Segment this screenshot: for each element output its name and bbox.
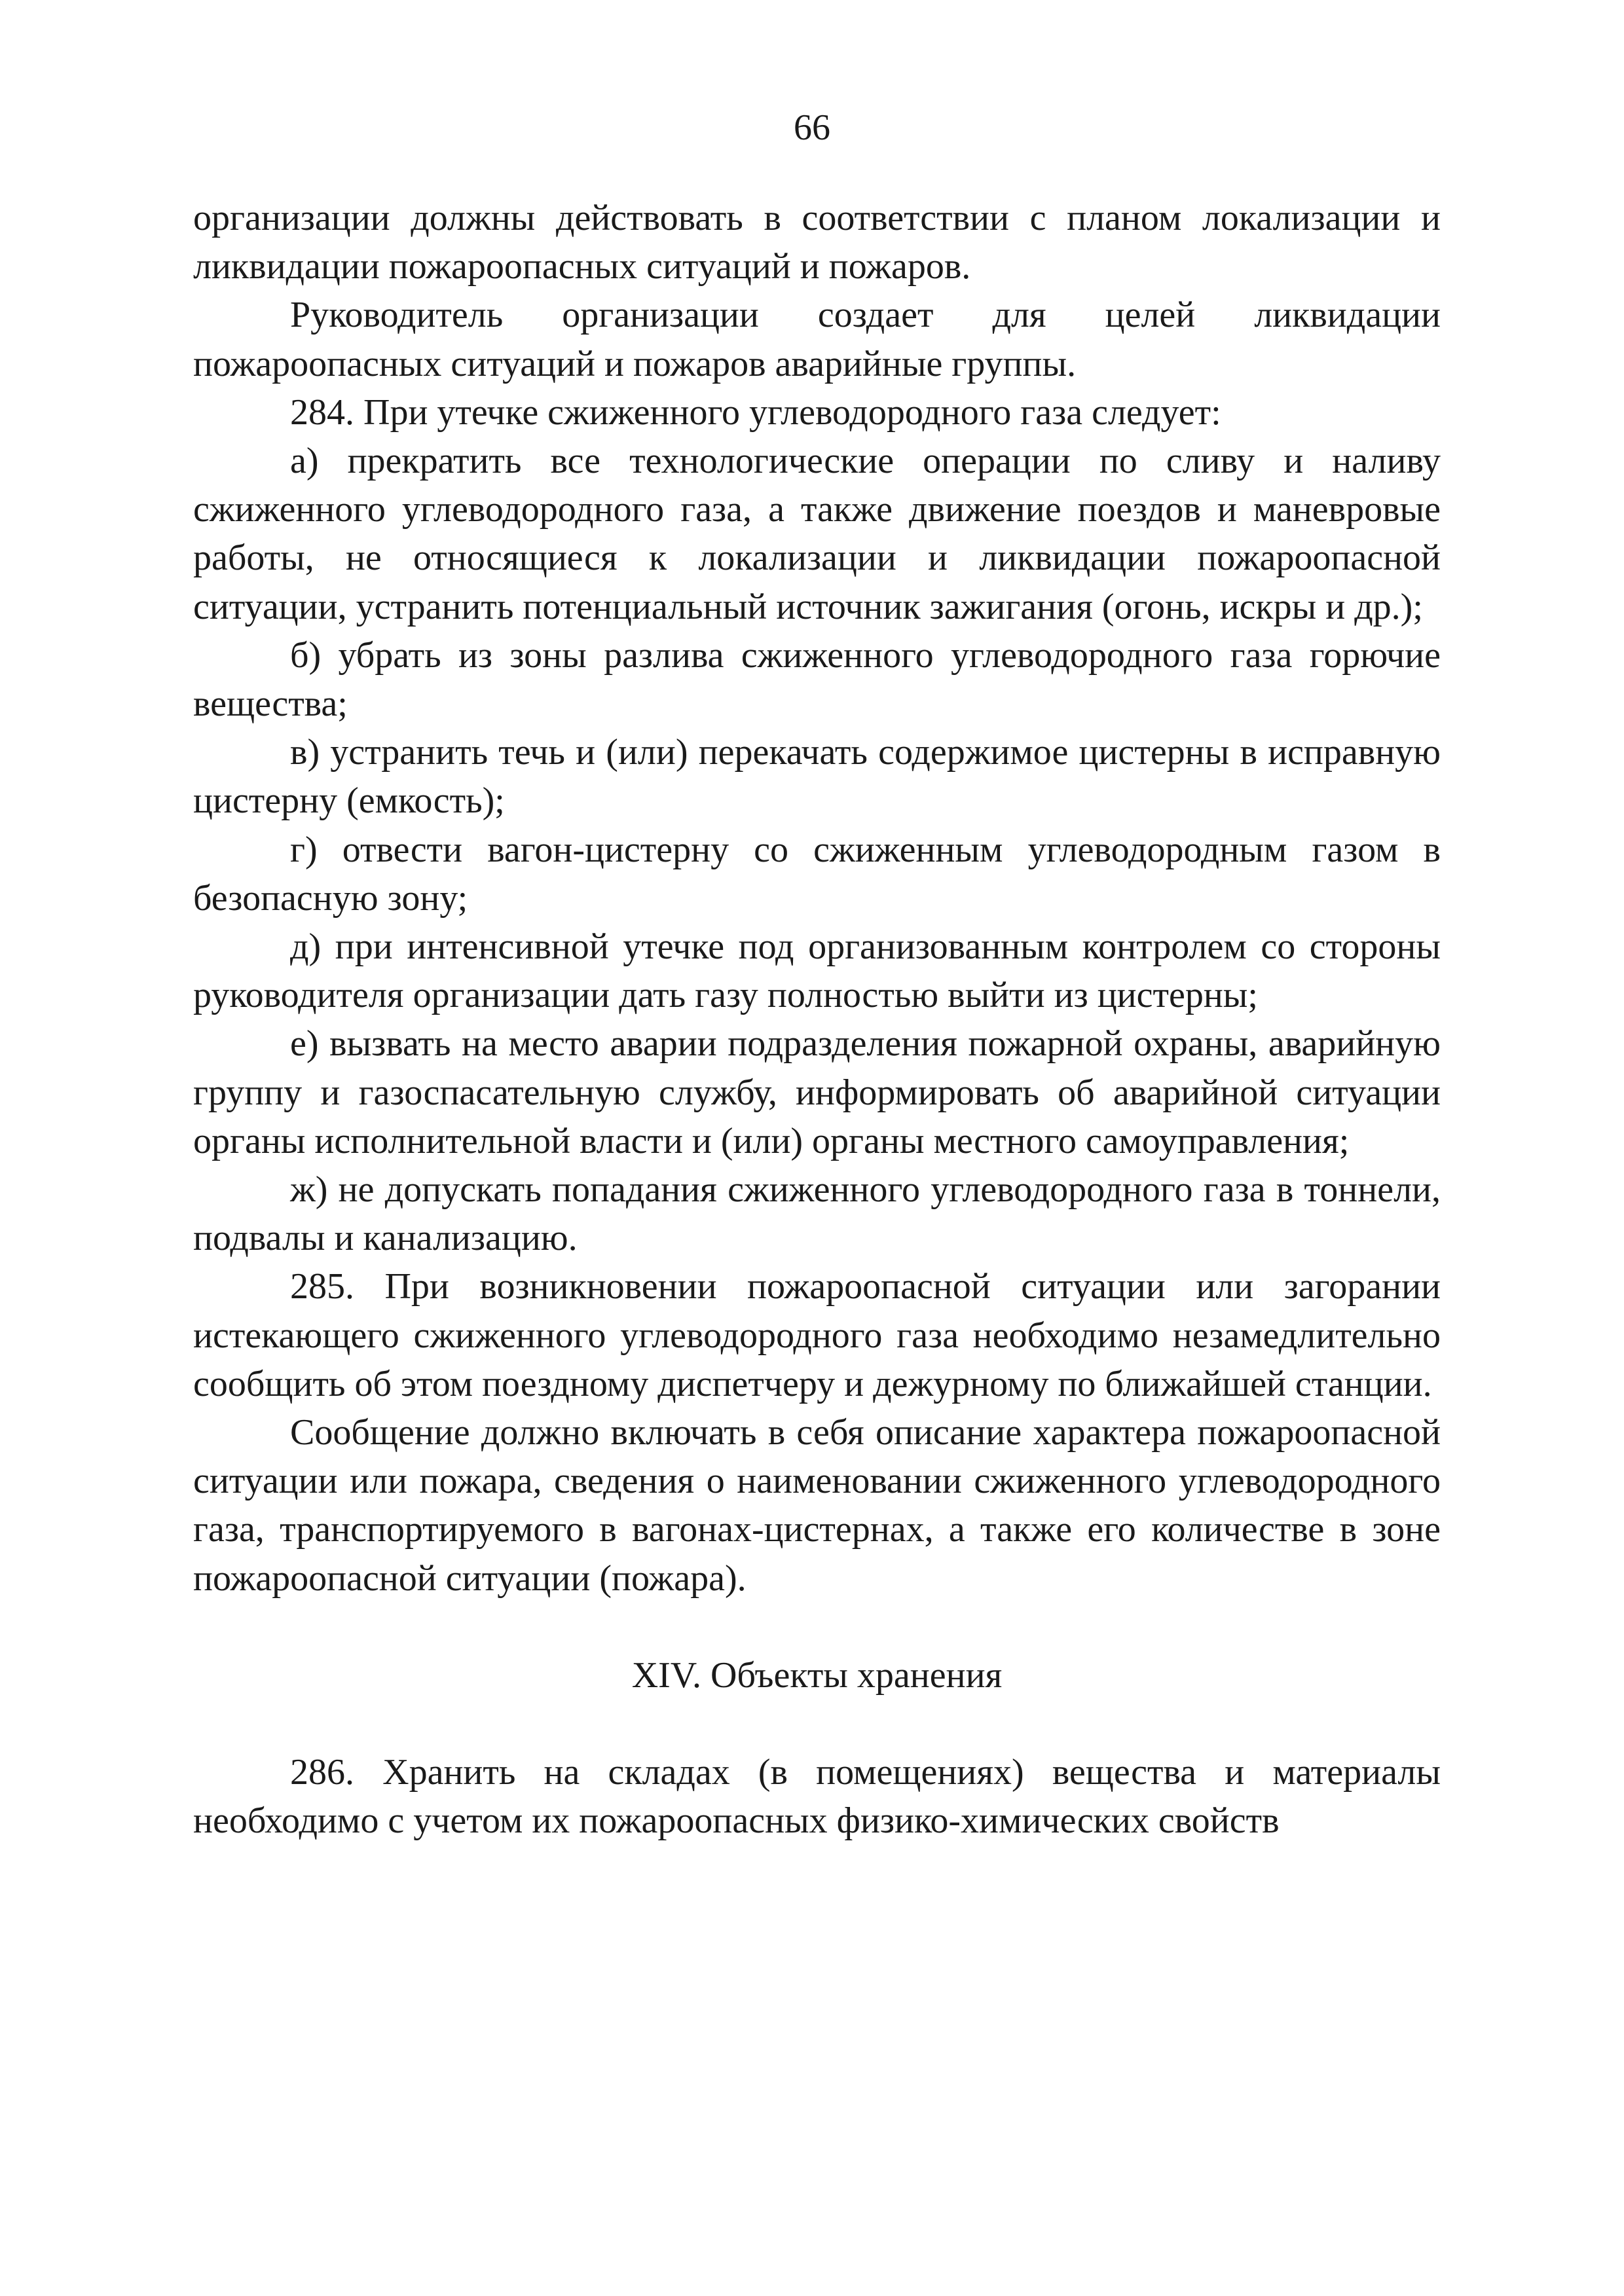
subclause-v: в) устранить течь и (или) перекачать содержимое цистерны в исправную цистерну (емкость); [193,732,1441,822]
subclause-b: б) убрать из зоны разлива сжиженного углеводородного газа горючие вещества; [193,634,1441,725]
clause-284: 284. При утечке сжиженного углеводородного газа следует: [290,392,1221,433]
clause-286: 286. Хранить на складах (в помещениях) вещества и материалы необходимо с учетом их пожароопасных физико-химических свойств [193,1752,1441,1842]
paragraph: Руководитель организации создает для целей ликвидации пожароопасных ситуаций и пожаров аварийные группы. [193,295,1441,384]
clause-285: 285. При возникновении пожароопасной ситуации или загорании истекающего сжиженного углеводородного газа необходимо незамедлительно сообщить об этом поездному диспетчеру и дежурному по ближайшей станции. [193,1266,1441,1404]
subclause-d: д) при интенсивной утечке под организованным контролем со стороны руководителя организации дать газу полностью выйти из цистерны; [193,926,1441,1016]
page-number: 66 [794,107,830,148]
subclause-zh: ж) не допускать попадания сжиженного углеводородного газа в тоннели, подвалы и канализацию. [193,1169,1441,1259]
section-heading: XIV. Объекты хранения [631,1654,1003,1696]
document-body [193,194,1441,1846]
subclause-e: е) вызвать на место аварии подразделения пожарной охраны, аварийную группу и газоспасательную службу, информировать об аварийной ситуации органы исполнительной власти и (или) органы местного самоуправления; [193,1023,1441,1161]
subclause-g: г) отвести вагон-цистерну со сжиженным углеводородным газом в безопасную зону; [193,829,1441,919]
paragraph: Сообщение должно включать в себя описание характера пожароопасной ситуации или пожара, сведения о наименовании сжиженного углеводородного газа, транспортируемого в вагонах-цистернах, а также его количестве в зоне пожароопасной ситуации (пожара). [193,1412,1441,1599]
paragraph: организации должны действовать в соответствии с планом локализации и ликвидации пожароопасных ситуаций и пожаров. [193,198,1441,287]
subclause-a: а) прекратить все технологические операции по сливу и наливу сжиженного углеводородного газа, а также движение поездов и маневровые работы, не относящиеся к локализации и ликвидации пожароопасной ситуации, устранить потенциальный источник зажигания (огонь, искры и др.); [193,441,1441,627]
